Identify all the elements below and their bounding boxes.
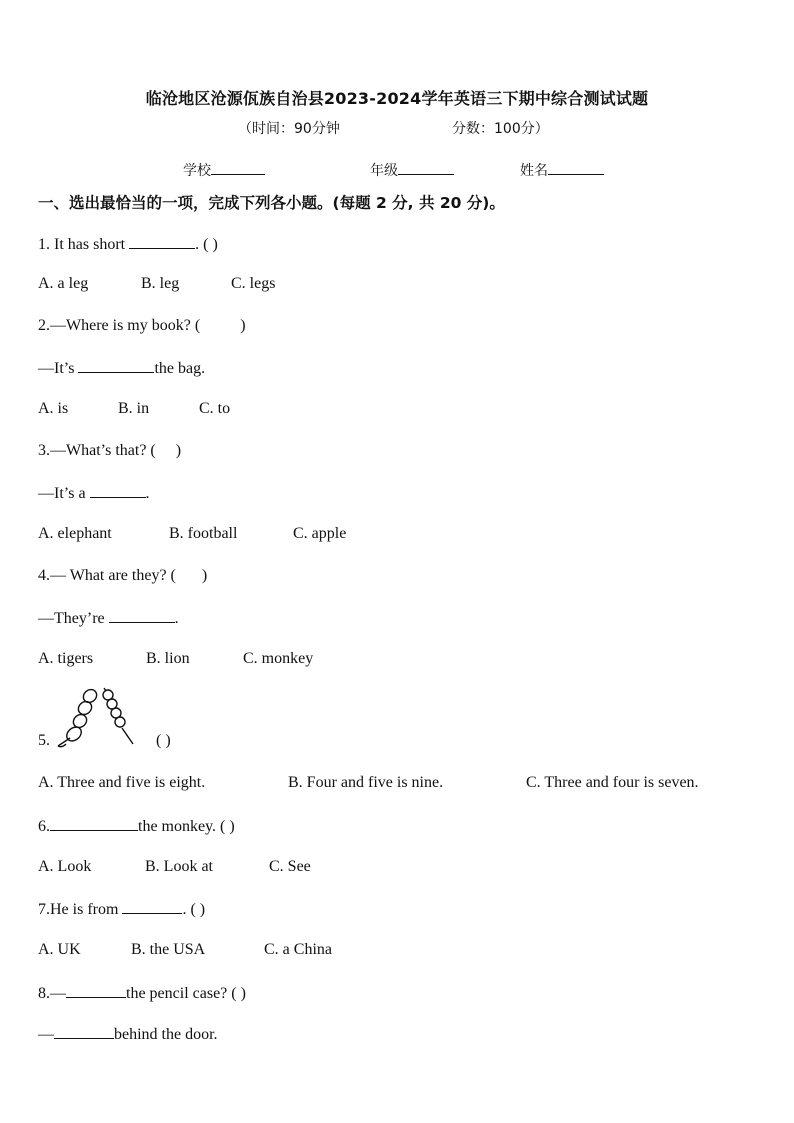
grade-field [370,160,454,180]
question-8-response [38,1024,218,1044]
answer-paren: . ( ) [182,901,206,918]
name-blank[interactable] [548,160,604,175]
answer-paren: the monkey. ( ) [138,818,235,835]
question-2-response [38,358,205,378]
options-4 [38,650,314,668]
option-b[interactable]: B. lion [146,650,190,667]
question-2 [38,317,246,335]
question-3 [38,442,181,460]
option-c[interactable]: C. legs [231,275,276,292]
question-6 [38,816,235,836]
answer-blank[interactable] [54,1024,114,1039]
answer-blank[interactable] [90,483,146,498]
response-text: . [174,610,179,627]
options-3 [38,525,347,543]
option-c[interactable]: C. Three and four is seven. [526,774,699,791]
question-8 [38,983,246,1003]
page-title: 临沧地区沧源佤族自治县2023-2024学年英语三下期中综合测试试题 [145,89,649,108]
kebab-skewers-icon [56,686,142,750]
question-5 [38,732,171,750]
question-stem: 6. [38,818,50,835]
answer-paren: ) [201,567,208,584]
options-6 [38,858,311,876]
question-7 [38,899,205,919]
question-stem: 4.— What are they? ( [38,567,176,584]
answer-paren: ) [240,317,246,334]
option-a[interactable]: A. elephant [38,525,112,542]
response-text: —It’s a [38,485,86,502]
response-text: behind the door. [114,1026,218,1043]
response-text: . [145,485,150,502]
answer-paren: ) [175,442,182,459]
response-text: the bag. [154,360,206,377]
question-stem: 3.—What’s that? ( [38,442,156,459]
question-3-response [38,483,150,503]
option-c[interactable]: C. apple [293,525,347,542]
answer-blank[interactable] [129,234,195,249]
option-a[interactable]: A. a leg [38,275,89,292]
options-2 [38,400,231,418]
answer-blank[interactable] [66,983,126,998]
answer-blank[interactable] [78,358,154,373]
response-text: — [38,1026,54,1043]
question-4-response [38,608,179,628]
question-4 [38,567,207,585]
school-label: 学校 [183,163,211,179]
school-field [183,160,265,180]
question-stem: 7.He is from [38,901,119,918]
name-field [520,160,604,180]
answer-blank[interactable] [109,608,175,623]
options-1 [38,275,276,293]
answer-blank[interactable] [122,899,182,914]
option-c[interactable]: C. monkey [243,650,314,667]
section-heading: 一、选出最恰当的一项，完成下列各小题。(每题 2 分, 共 20 分)。 [38,194,505,212]
option-b[interactable]: B. leg [141,275,180,292]
option-a[interactable]: A. tigers [38,650,94,667]
option-b[interactable]: B. the USA [131,941,206,958]
option-a[interactable]: A. UK [38,941,81,958]
question-stem: 2.—Where is my book? ( [38,317,201,334]
question-stem: 8.— [38,985,66,1002]
exam-time: （时间：90分钟 [238,121,340,137]
response-text: —They’re [38,610,105,627]
option-b[interactable]: B. in [118,400,150,417]
option-a[interactable]: A. Three and five is eight. [38,774,206,791]
answer-blank[interactable] [50,816,138,831]
answer-paren: . ( ) [195,236,218,253]
options-5 [38,774,699,792]
option-c[interactable]: C. a China [264,941,332,958]
name-label: 姓名 [520,163,548,179]
options-7 [38,941,332,959]
answer-paren: the pencil case? ( ) [126,985,246,1002]
option-a[interactable]: A. Look [38,858,92,875]
question-stem: 1. It has short [38,236,126,253]
option-b[interactable]: B. Look at [145,858,213,875]
grade-label: 年级 [370,163,398,179]
response-text: —It’s [38,360,75,377]
exam-score: 分数：100分） [452,121,549,137]
grade-blank[interactable] [398,160,454,175]
question-1 [38,234,218,254]
option-c[interactable]: C. See [269,858,311,875]
option-b[interactable]: B. football [169,525,238,542]
question-stem: 5. [38,732,50,749]
option-c[interactable]: C. to [199,400,231,417]
answer-paren: ( ) [156,732,171,749]
option-b[interactable]: B. Four and five is nine. [288,774,444,791]
option-a[interactable]: A. is [38,400,69,417]
school-blank[interactable] [211,160,265,175]
